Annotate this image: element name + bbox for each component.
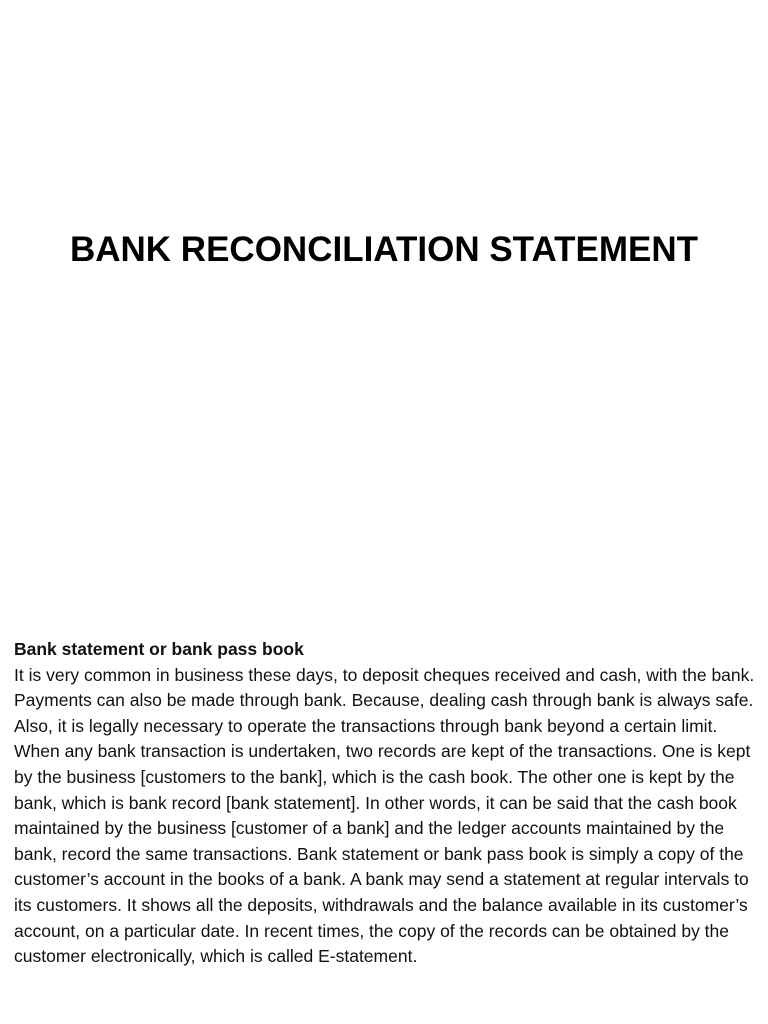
- section-heading: Bank statement or bank pass book: [14, 639, 304, 659]
- paragraph-details: When any bank transaction is undertaken, two records are kept of the transactions. One is kept by the business [customers to the bank], which is the cash book. The other one is kept by the bank, which is bank record [bank statement]. In other words, it can be said that the cash book maintained by the business [customer of a bank] and the ledger accounts maintained by the bank, record the same transactions. Bank statement or bank pass book is simply a copy of the customer’s account in the books of a bank. A bank may send a statement at regular intervals to its customers. It shows all the deposits, withdrawals and the balance available in its customer’s account, on a particular date. In recent times, the copy of the records can be obtained by the customer electronically, which is called E-statement.: [14, 741, 751, 967]
- title-section: [0, 230, 768, 270]
- content-section: [14, 637, 760, 970]
- paragraph-intro: It is very common in business these days, to deposit cheques received and cash, with the bank. Payments can also be made through bank. Because, dealing cash through bank is always safe. Also, it is legally necessary to operate the transactions through bank beyond a certain limit.: [14, 664, 755, 736]
- page-title: BANK RECONCILIATION STATEMENT: [69, 230, 699, 269]
